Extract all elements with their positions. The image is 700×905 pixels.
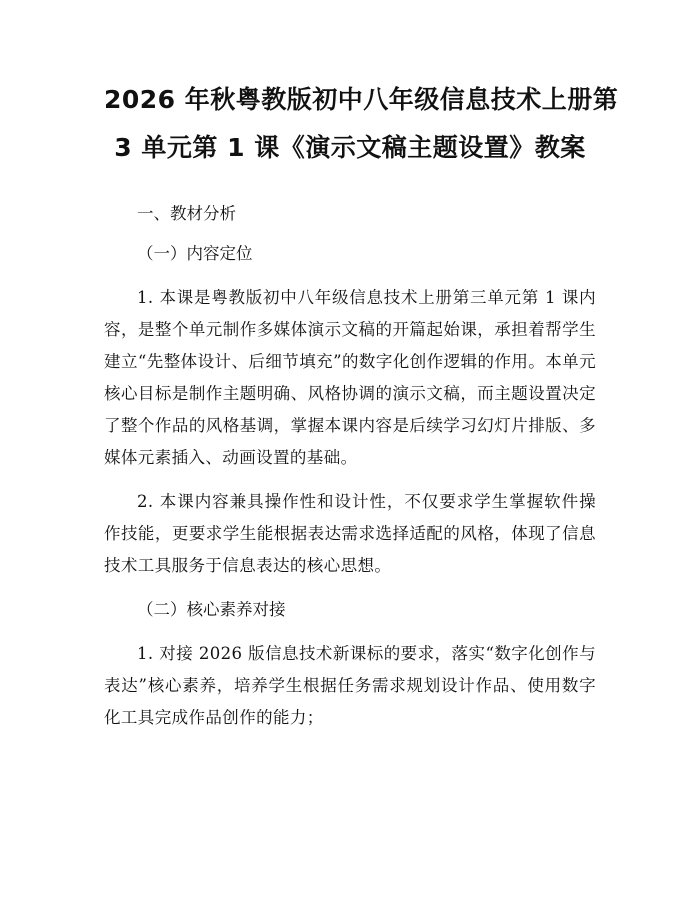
title-line-2: 3 单元第 1 课《演示文稿主题设置》教案 xyxy=(114,133,586,162)
document-title xyxy=(104,76,619,172)
paragraph-core-literacy-1: 1. 对接 2026 版信息技术新课标的要求，落实“数字化创作与表达”核心素养，培养学生根据任务需求规划设计作品、使用数字化工具完成作品创作的能力； xyxy=(104,644,596,727)
subsection-heading-content-positioning: （一）内容定位 xyxy=(137,244,253,263)
paragraph-content-positioning-2: 2. 本课内容兼具操作性和设计性，不仅要求学生掌握软件操作技能，更要求学生能根据表达需求选择适配的风格，体现了信息技术工具服务于信息表达的核心思想。 xyxy=(104,492,596,575)
subsection-heading-core-literacy: （二）核心素养对接 xyxy=(137,600,286,619)
section-heading-textbook-analysis: 一、教材分析 xyxy=(137,204,236,223)
title-line-1: 2026 年秋粤教版初中八年级信息技术上册第 xyxy=(104,85,619,114)
paragraph-content-positioning-1: 1. 本课是粤教版初中八年级信息技术上册第三单元第 1 课内容，是整个单元制作多媒体演示文稿的开篇起始课，承担着帮学生建立“先整体设计、后细节填充”的数字化创作逻辑的作用。本单元核心目标是制作主题明确、风格协调的演示文稿，而主题设置决定了整个作品的风格基调，掌握本课内容是后续学习幻灯片排版、多媒体元素插入、动画设置的基础。 xyxy=(104,288,596,467)
